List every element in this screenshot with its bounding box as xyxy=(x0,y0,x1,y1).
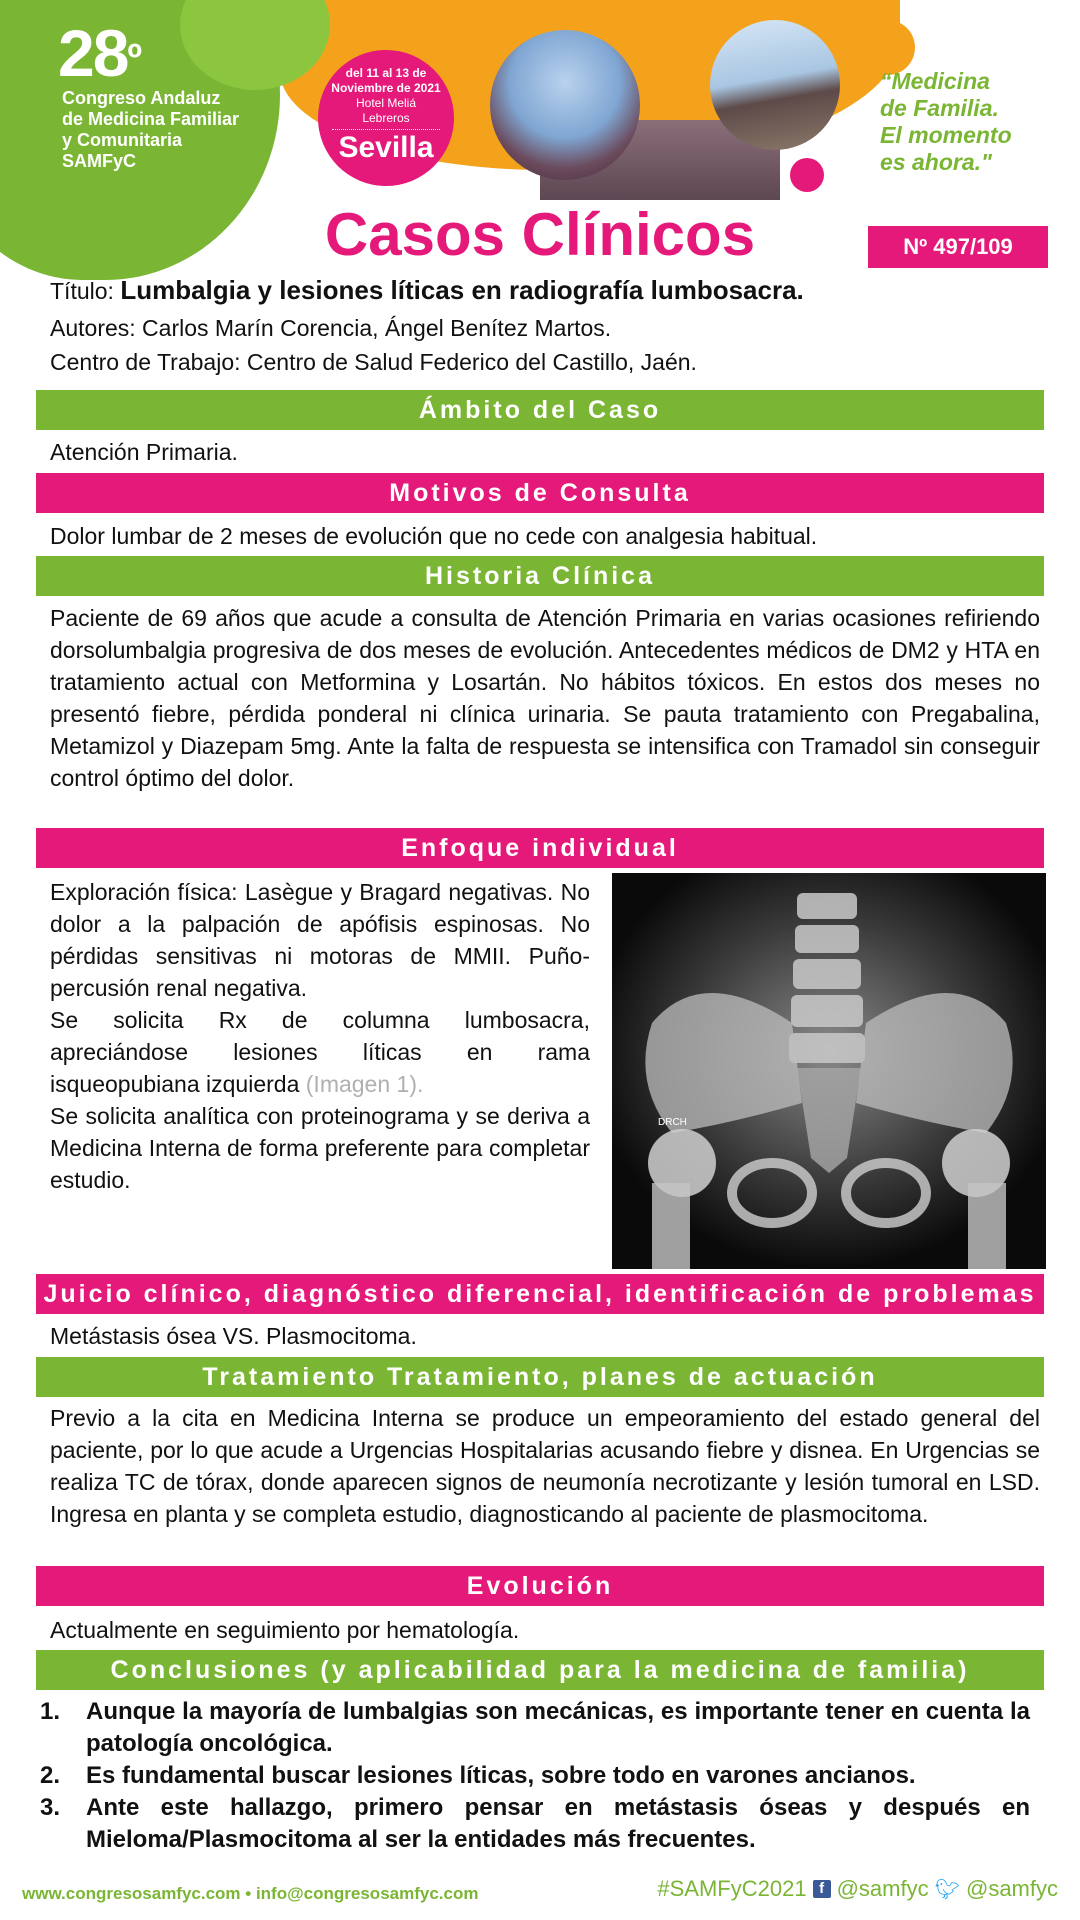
motivos-text: Dolor lumbar de 2 meses de evolución que no cede con analgesia habitual. xyxy=(50,523,818,549)
enfoque-analitica: Se solicita analítica con proteinograma y se deriva a Medicina Interna de forma preferente para completar estudio. xyxy=(50,1103,590,1193)
event-date-badge: del 11 al 13 de Noviembre de 2021 Hotel Meliá Lebreros Sevilla xyxy=(318,50,454,186)
enfoque-exploracion: Exploración física: Lasègue y Bragard negativas. No dolor a la palpación de apófisis espinosas. No pérdidas sensitivas ni motoras de MMII. Puño-percusión renal negativa. xyxy=(50,879,590,1001)
case-center: Centro de Trabajo: Centro de Salud Federico del Castillo, Jaén. xyxy=(50,349,697,375)
juicio-text: Metástasis ósea VS. Plasmocitoma. xyxy=(50,1323,417,1349)
section-heading-historia: Historia Clínica xyxy=(36,556,1044,596)
congreso-number: $28^º$ xyxy=(58,16,141,90)
section-heading-tratamiento: Tratamiento Tratamiento, planes de actuación xyxy=(36,1357,1044,1397)
slogan: “Medicina de Familia. El momento es ahora." xyxy=(880,68,1012,175)
twitter-icon: 🐦︎ xyxy=(934,1878,960,1901)
sevilla-statue-photo xyxy=(490,30,640,180)
case-number-badge: Nº 497/109 xyxy=(868,226,1048,268)
conclusiones-list xyxy=(40,1696,1030,1856)
enfoque-rx: Se solicita Rx de columna lumbosacra, apreciándose lesiones líticas en rama isqueopubiana izquierda (Imagen 1). xyxy=(50,1007,590,1097)
congreso-title: Congreso Andaluz de Medicina Familiar y Comunitaria SAMFyC xyxy=(62,88,240,171)
case-title-line: Título: Lumbalgia y lesiones líticas en radiografía lumbosacra. xyxy=(50,275,804,305)
header-orange-dot xyxy=(860,20,915,75)
section-heading-enfoque: Enfoque individual xyxy=(36,828,1044,868)
list-item: 2. Es fundamental buscar lesiones líticas, sobre todo en varones ancianos. xyxy=(40,1762,916,1789)
section-heading-evolucion: Evolución xyxy=(36,1566,1044,1606)
xray-side-label: DRCH xyxy=(658,1117,687,1128)
tratamiento-text: Previo a la cita en Medicina Interna se produce un empeoramiento del estado general del paciente, por lo que acude a Urgencias Hospitalarias acusando fiebre y disnea. En Urgencias se realiza TC de tórax, donde aparecen signos de neumonía necrotizante y lesión tumoral en LSD. Ingresa en planta y se completa estudio, diagnosticando al paciente de plasmocitoma. xyxy=(50,1405,1040,1527)
hashtag: #SAMFyC2021 xyxy=(657,1876,807,1901)
footer-social xyxy=(657,1876,1058,1902)
header-pink-dot xyxy=(790,158,824,192)
section-heading-ambito: Ámbito del Caso xyxy=(36,390,1044,430)
section-heading-motivos: Motivos de Consulta xyxy=(36,473,1044,513)
page-title: Casos Clínicos xyxy=(324,201,756,268)
sevilla-bridge-photo xyxy=(710,20,840,150)
pelvis-xray-image xyxy=(612,873,1046,1269)
twitter-handle[interactable]: @samfyc xyxy=(965,1876,1058,1901)
historia-text: Paciente de 69 años que acude a consulta de Atención Primaria en varias ocasiones refiriendo dorsolumbalgia progresiva de dos meses de evolución. Antecedentes médicos de DM2 y HTA en tratamiento actual con Metformina y Losartán. No hábitos tóxicos. En estos dos meses no presentó fiebre, pérdida ponderal ni clínica urinaria. Se pauta tratamiento con Pregabalina, Metamizol y Diazepam 5mg. Ante la falta de respuesta se intensifica con Tramadol sin conseguir control óptimo del dolor. xyxy=(50,605,1040,791)
facebook-icon: f xyxy=(813,1880,831,1898)
list-item: 1. Aunque la mayoría de lumbalgias son mecánicas, es importante tener en cuenta la patología oncológica. xyxy=(40,1698,1030,1757)
list-item: 3. Ante este hallazgo, primero pensar en metástasis óseas y después en Mieloma/Plasmocitoma al ser la entidades más frecuentes. xyxy=(40,1794,1030,1853)
case-authors: Autores: Carlos Marín Corencia, Ángel Benítez Martos. xyxy=(50,315,612,341)
section-heading-juicio: Juicio clínico, diagnóstico diferencial, identificación de problemas xyxy=(36,1274,1044,1314)
image-reference: (Imagen 1). xyxy=(305,1071,424,1097)
footer-contact: www.congresosamfyc.com • info@congresosamfyc.com xyxy=(22,1884,479,1903)
facebook-handle[interactable]: @samfyc xyxy=(836,1876,929,1901)
ambito-text: Atención Primaria. xyxy=(50,439,238,465)
evolucion-text: Actualmente en seguimiento por hematología. xyxy=(50,1617,520,1643)
enfoque-text xyxy=(50,876,590,1196)
section-heading-conclusiones: Conclusiones (y aplicabilidad para la medicina de familia) xyxy=(36,1650,1044,1690)
